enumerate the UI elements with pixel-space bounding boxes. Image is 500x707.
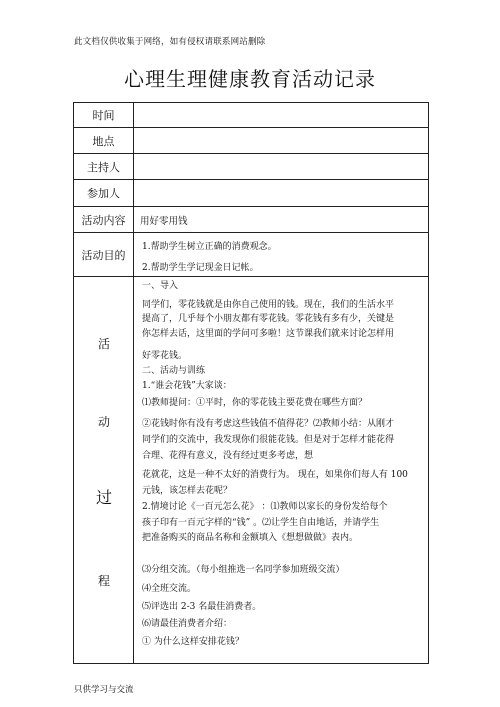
process-label-char: 过 [95,488,112,507]
participants-label: 参加人 [74,180,134,206]
place-row [74,128,428,154]
time-label: 时间 [74,103,134,127]
process-line: 1.“谁会花钱”大家谈： [142,381,232,391]
process-line: 同学们的交流中，我发现你们很能花钱。但是对于怎样才能花得 [142,435,395,445]
process-line: 二、活动与训练 [142,366,206,376]
process-line: ① 为什么这样安排花钱？ [142,637,244,647]
process-line: 提高了，几乎每个小朋友都有零花钱。零花钱有多有少，关键是 [142,314,395,324]
process-label-char: 动 [97,415,110,429]
place-label: 地点 [74,128,134,153]
purpose-row [74,233,428,277]
purpose-line: 1.帮助学生树立正确的消费观念。 [142,242,277,252]
process-line: ⑷全班交流。 [142,584,197,594]
process-line: 一、导入 [142,281,179,291]
host-label: 主持人 [74,154,134,179]
host-row [74,154,428,180]
process-line: 2.情境讨论《一百元怎么花》 ：⑴教师以家长的身份发给每个 [142,502,388,512]
purpose-line: 2.帮助学生学记现金日记帐。 [142,263,259,273]
process-line: ⑸评选出 2-3 名最佳消费者。 [142,602,262,612]
process-line: 你怎样去话，这里面的学问可多啦！这节课我们就来讨论怎样用 [142,329,395,339]
process-line: ⑶分组交流。（每小组推选一名同学参加班级交流） [142,565,345,575]
process-line: 同学们，零花钱就是由你自己使用的钱。现在，我们的生活水平 [142,300,395,310]
purpose-label: 活动目的 [74,233,134,276]
participants-value [140,180,424,206]
process-line: ②花钱时你有没有考虑这些钱值不值得花？⑵教师小结：从刚才 [142,419,395,429]
process-line: 合理、花得有意义，没有经过更多考虑，想 [142,451,314,461]
process-body [134,276,428,663]
process-line: 孩子印有一百元字样的“钱” 。⑵让学生自由地话，并请学生 [142,518,380,528]
process-line: 花就花，这是一种不太好的消费行为。 现在，如果你们每人有 100 [142,470,408,480]
time-row [74,103,428,128]
participants-row [74,180,428,207]
process-line: ⑹请最佳消费者介绍： [142,619,233,629]
place-value [140,128,424,153]
process-label [74,276,134,663]
process-line: 元钱，该怎样去花呢？ [142,486,233,496]
process-line: ⑴教师提问：①平时，你的零花钱主要花费在哪些方面？ [142,398,368,408]
content-label: 活动内容 [74,207,134,232]
content-row [74,207,428,233]
process-line: 好零花钱。 [142,351,188,361]
header-note: 此文档仅供收集于网络，如有侵权请联系网站删除 [74,37,266,47]
host-value [140,154,424,179]
process-line: 把准备购买的商品名称和金额填入《想想做做》表内。 [142,533,359,543]
page-title: 心理生理健康教育活动记录 [124,67,376,91]
process-label-char: 活 [97,337,110,351]
time-value [140,103,424,127]
content-value: 用好零用钱 [140,215,188,227]
footer-note: 只供学习与交流 [74,685,134,695]
record-table [73,102,429,664]
process-label-char: 程 [97,574,110,588]
